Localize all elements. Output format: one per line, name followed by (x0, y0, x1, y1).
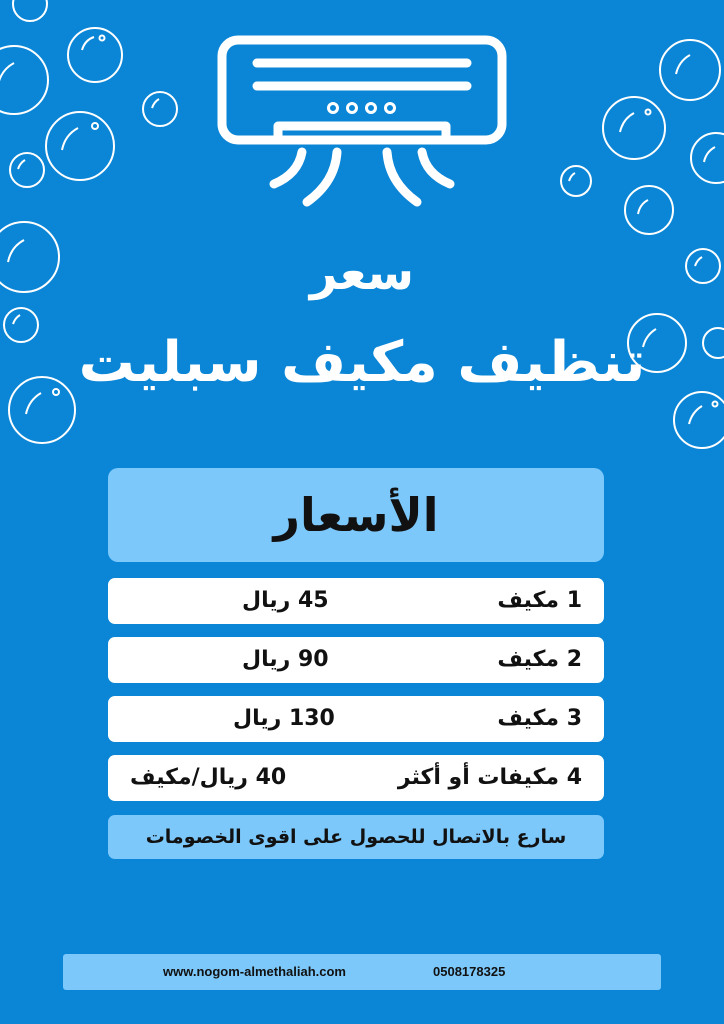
bubble-icon (691, 133, 724, 183)
price-row-value: 45 ريال (242, 588, 329, 613)
price-row (108, 637, 604, 683)
bubble-icon (603, 97, 665, 159)
air-conditioner-icon (212, 30, 512, 220)
price-row-value: 130 ريال (233, 706, 335, 731)
price-row (108, 696, 604, 742)
bubble-icon (13, 0, 47, 21)
bubble-icon (561, 166, 591, 196)
headline-price: سعر (309, 245, 415, 301)
price-row-label: 2 مكيف (497, 647, 582, 672)
prices-header: الأسعار (108, 468, 604, 562)
price-row-label: 3 مكيف (497, 706, 582, 731)
website-link[interactable]: www.nogom-almethaliah.com (163, 964, 346, 979)
bubble-icon (68, 28, 122, 82)
bubble-icon (0, 46, 48, 114)
price-row-value: 40 ريال/مكيف (130, 765, 287, 790)
footer-bar (63, 954, 661, 990)
price-row (108, 755, 604, 801)
price-row-label: 4 مكيفات أو أكثر (397, 765, 582, 790)
bubble-icon (46, 112, 114, 180)
headline-service: تنظيف مكيف سبليت (78, 330, 646, 395)
bubble-icon (674, 392, 724, 448)
price-row-value: 90 ريال (242, 647, 329, 672)
price-row-label: 1 مكيف (497, 588, 582, 613)
bubble-icon (625, 186, 673, 234)
bubble-icon (143, 92, 177, 126)
price-row (108, 578, 604, 624)
bubble-icon (660, 40, 720, 100)
call-to-action: سارع بالاتصال للحصول على اقوى الخصومات (108, 815, 604, 859)
bubble-icon (10, 153, 44, 187)
phone-number[interactable]: 0508178325 (433, 964, 506, 979)
